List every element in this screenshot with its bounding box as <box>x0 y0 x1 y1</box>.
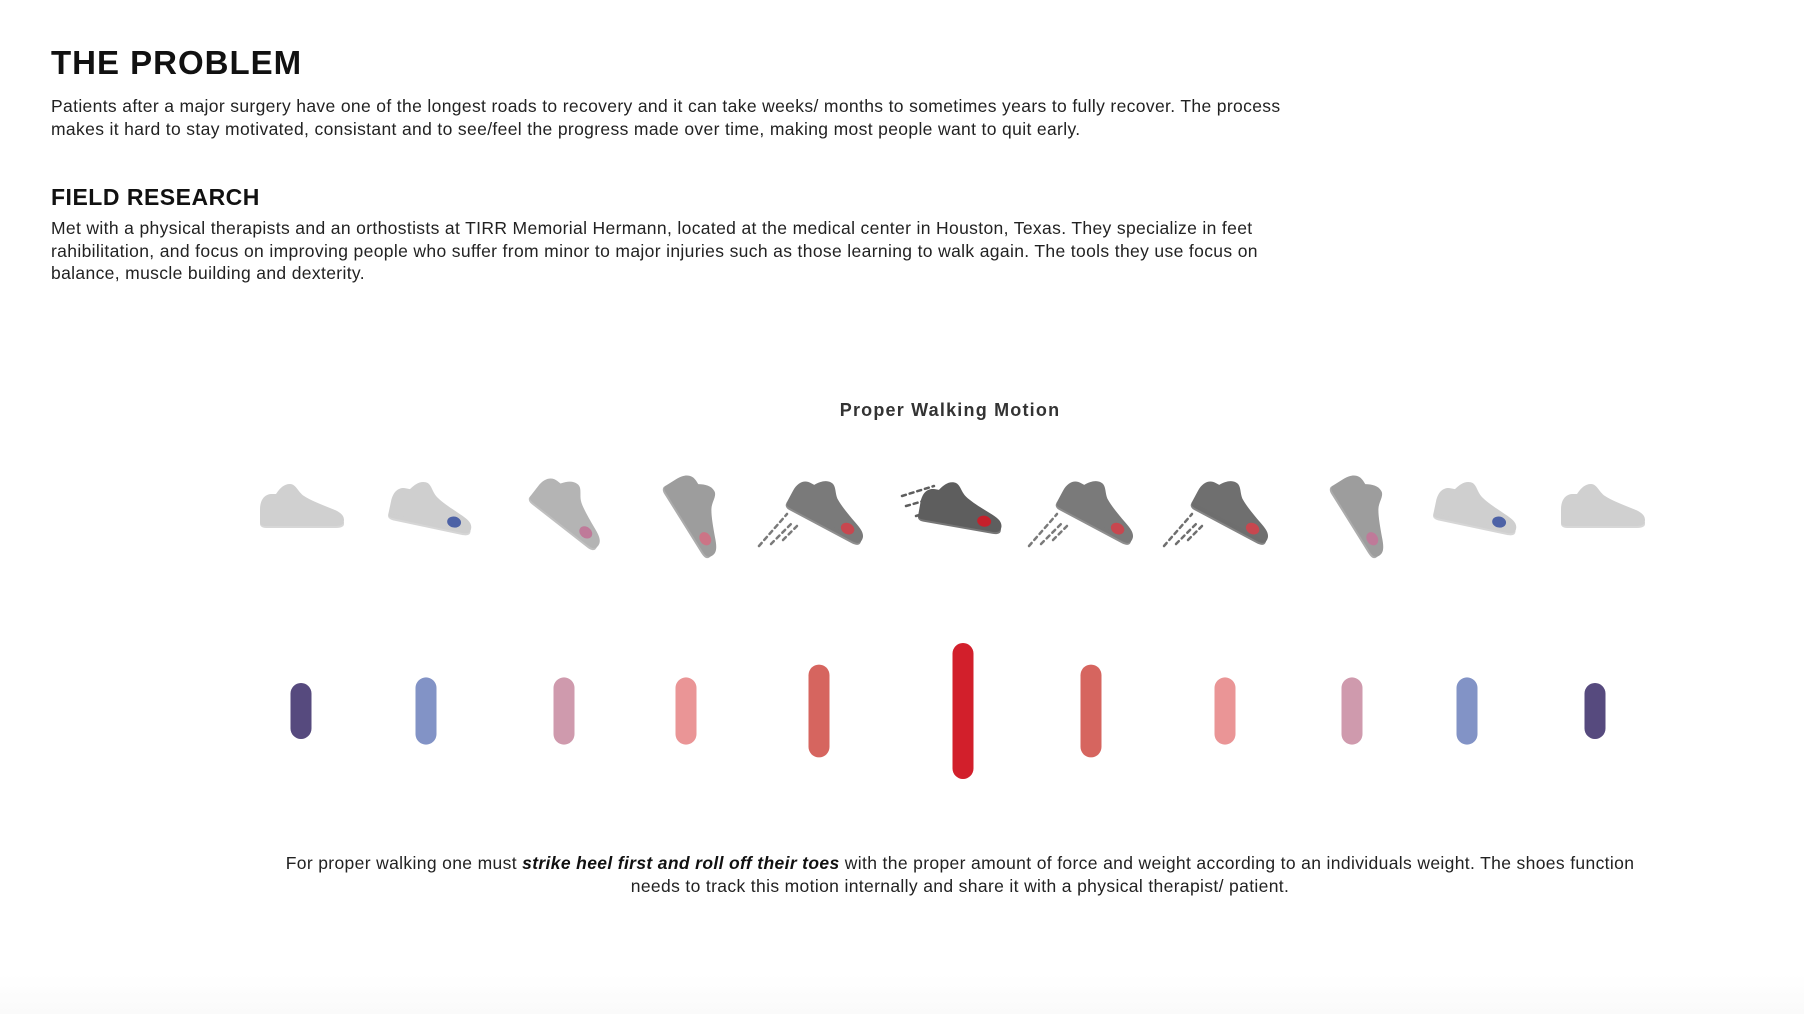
shoe-sole <box>1561 522 1645 528</box>
caption-emphasis: strike heel first and roll off their toes <box>522 853 840 873</box>
bottom-fade <box>0 974 1804 1014</box>
pressure-bar <box>416 677 437 744</box>
problem-paragraph: Patients after a major surgery have one of the longest roads to recovery and it can take weeks/ months to sometimes years to fully recover. The process makes it hard to stay motivated, consistant and to see/feel the progress made over time, making most people want to quit early. <box>51 96 1281 139</box>
caption-text-before: For proper walking one must <box>285 853 523 873</box>
shoe-swing-icon <box>784 468 879 546</box>
research-heading: FIELD RESEARCH <box>51 184 260 210</box>
shoe-swing-icon <box>1054 468 1149 546</box>
pressure-bar <box>809 665 830 758</box>
shoe-body <box>785 468 879 545</box>
pressure-bar <box>953 643 974 779</box>
shoe-flat-icon <box>260 484 344 528</box>
caption-text-after: with the proper amount of force and weight according to an individuals weight. The shoes function needs to track this motion internally and share it with a physical therapist/ patient. <box>630 853 1635 896</box>
shoe-peak-icon <box>917 477 1007 535</box>
diagram-caption <box>260 852 1660 897</box>
research-paragraph: Met with a physical therapists and an orthostists at TIRR Memorial Hermann, located at the medical center in Houston, Texas. They specialize in feet rahibilitation, and focus on improving people who suffer from minor to major injuries such as those learning to walk again. The tools they use focus on balance, muscle building and dexterity. <box>51 218 1258 283</box>
motion-lines-icon <box>759 514 797 546</box>
motion-lines-icon <box>1029 514 1067 546</box>
shoe-body <box>1190 468 1284 545</box>
pressure-bar <box>1585 683 1606 739</box>
page-title: THE PROBLEM <box>51 44 303 81</box>
pressure-bar <box>291 683 312 739</box>
shoe-body <box>260 484 344 526</box>
pressure-bar <box>554 677 575 744</box>
pressure-bar <box>1081 665 1102 758</box>
shoe-body <box>1561 484 1645 526</box>
shoe-heel-lift-icon <box>527 466 620 552</box>
motion-lines-icon <box>1164 514 1202 546</box>
shoe-toe-off-icon <box>661 465 743 560</box>
pressure-bar <box>1215 677 1236 744</box>
shoe-flat-icon <box>1561 484 1645 528</box>
shoe-toe-off-icon <box>1328 465 1410 560</box>
diagram-title: Proper Walking Motion <box>839 400 1061 420</box>
shoe-flat-icon <box>1432 476 1523 537</box>
shoe-sole <box>260 522 344 528</box>
shoe-swing-icon <box>1189 468 1284 546</box>
shoe-body <box>1055 468 1149 545</box>
pressure-bar <box>676 677 697 744</box>
shoe-flat-icon <box>387 476 478 537</box>
pressure-bar <box>1457 677 1478 744</box>
pressure-bar <box>1342 677 1363 744</box>
